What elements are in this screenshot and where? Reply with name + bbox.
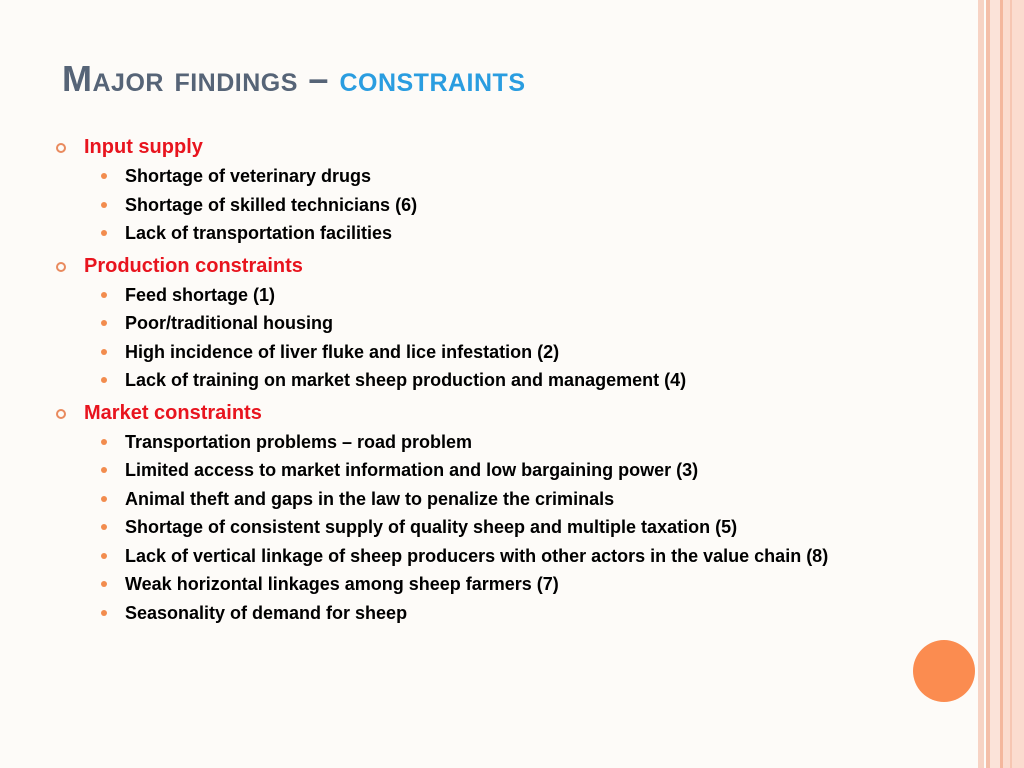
list-item (56, 572, 956, 596)
dot-bullet-icon (101, 496, 107, 502)
dot-bullet-icon (101, 377, 107, 383)
decor-stripe (978, 0, 984, 768)
dot-bullet-icon (101, 202, 107, 208)
dot-bullet-icon (101, 581, 107, 587)
section-market-constraints (56, 400, 956, 625)
dot-bullet-icon (101, 173, 107, 179)
decor-stripe (1003, 0, 1024, 768)
list-item (56, 430, 956, 454)
list-item (56, 283, 956, 307)
list-item-text: Transportation problems – road problem (125, 431, 473, 452)
list-item-text: Poor/traditional housing (125, 313, 333, 333)
slide-title-main: Major findings – (62, 58, 329, 99)
list-item-text: Weak horizontal linkages among sheep farmers (7) (125, 574, 559, 594)
dot-bullet-icon (101, 524, 107, 530)
section-heading (56, 400, 956, 430)
list-item (56, 515, 956, 539)
list-item-text: Limited access to market information and low bargaining power (3) (125, 460, 699, 480)
dot-bullet-icon (101, 610, 107, 616)
list-item-text: Shortage of consistent supply of quality sheep and multiple taxation (5) (125, 517, 738, 537)
decor-stripe (1010, 0, 1012, 768)
list-item-text: Seasonality of demand for sheep (125, 602, 408, 623)
list-item (56, 601, 956, 625)
list-item (56, 340, 956, 364)
list-item-text: Shortage of skilled technicians (6) (125, 194, 418, 215)
list-item (56, 193, 956, 217)
list-item-text: Lack of transportation facilities (125, 223, 393, 243)
list-item-text: Animal theft and gaps in the law to penalize the criminals (125, 488, 615, 509)
section-heading (56, 134, 956, 164)
list-item (56, 164, 956, 188)
section-heading (56, 253, 956, 283)
section-input-supply (56, 134, 956, 245)
dot-bullet-icon (101, 439, 107, 445)
dot-bullet-icon (101, 553, 107, 559)
bullet-list (56, 430, 956, 625)
ring-bullet-icon (56, 262, 66, 272)
slide-title-accent: constraints (339, 58, 526, 99)
bullet-list (56, 164, 956, 245)
list-item-text: Lack of training on market sheep production and management (4) (125, 370, 687, 390)
dot-bullet-icon (101, 349, 107, 355)
dot-bullet-icon (101, 292, 107, 298)
decor-circle (913, 640, 975, 702)
ring-bullet-icon (56, 143, 66, 153)
bullet-list (56, 283, 956, 393)
decor-stripe (990, 0, 1000, 768)
dot-bullet-icon (101, 467, 107, 473)
ring-bullet-icon (56, 409, 66, 419)
list-item (56, 311, 956, 335)
list-item (56, 458, 956, 482)
slide-title (62, 58, 526, 100)
section-production-constraints (56, 253, 956, 393)
list-item-text: Feed shortage (1) (125, 284, 276, 305)
section-heading-text: Production constraints (84, 254, 303, 277)
section-heading-text: Market constraints (84, 401, 262, 424)
list-item (56, 221, 956, 245)
list-item (56, 487, 956, 511)
list-item (56, 368, 956, 392)
list-item (56, 544, 956, 568)
dot-bullet-icon (101, 320, 107, 326)
list-item-text: Shortage of veterinary drugs (125, 166, 372, 186)
dot-bullet-icon (101, 230, 107, 236)
list-item-text: High incidence of liver fluke and lice infestation (2) (125, 341, 560, 362)
slide-content (56, 134, 956, 629)
section-heading-text: Input supply (84, 136, 203, 158)
list-item-text: Lack of vertical linkage of sheep producers with other actors in the value chain (8) (125, 545, 829, 566)
